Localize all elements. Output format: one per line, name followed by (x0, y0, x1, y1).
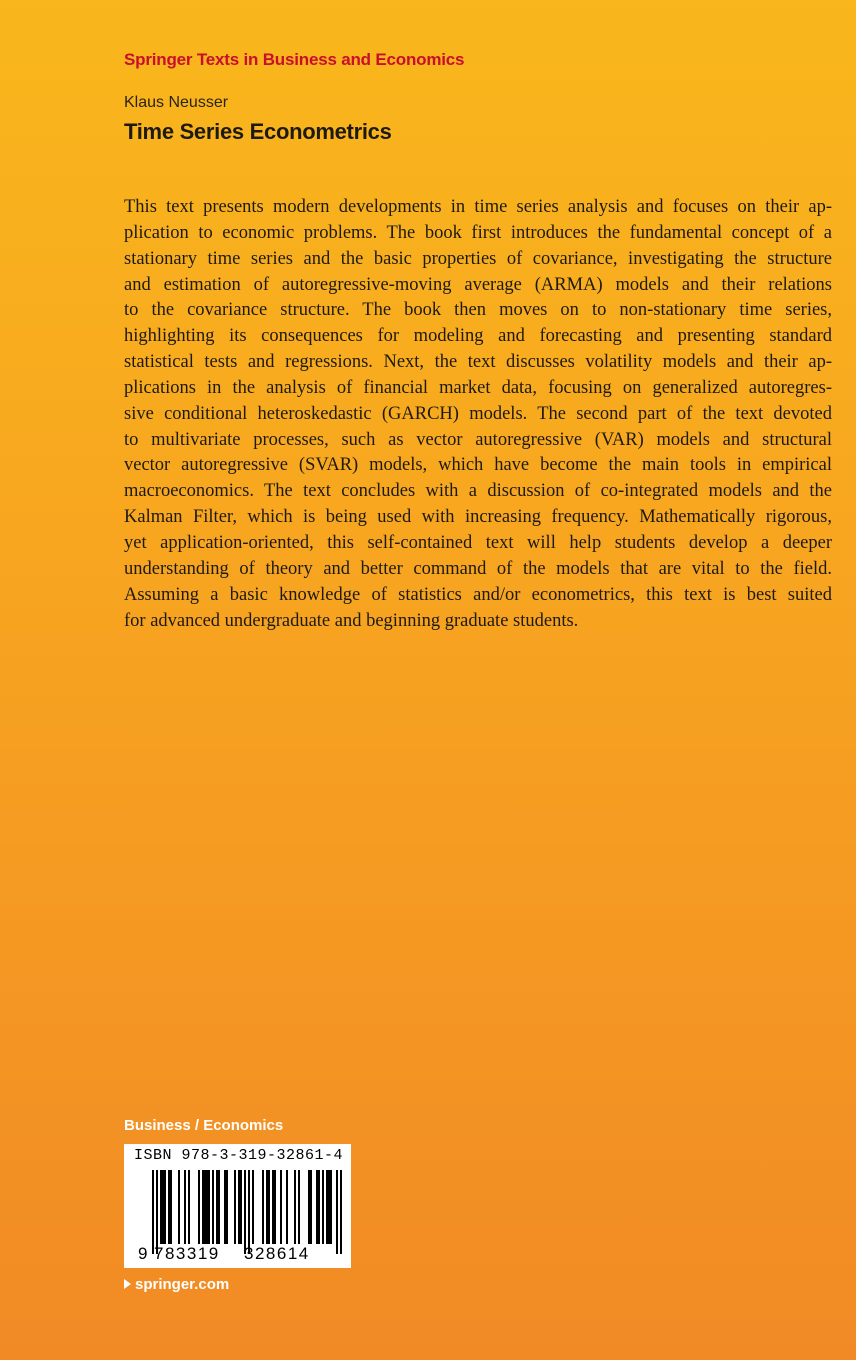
barcode-bar (252, 1170, 254, 1244)
barcode-bar (272, 1170, 274, 1244)
barcode-bar (162, 1170, 164, 1244)
barcode-bar (224, 1170, 226, 1244)
blurb-line: yet application-oriented, this self-contained text will help students develop a deeper (124, 532, 832, 553)
barcode-bar (160, 1170, 162, 1244)
barcode-bar (208, 1170, 210, 1244)
blurb-line: stationary time series and the basic properties of covariance, investigating the structure (124, 248, 832, 269)
series-title: Springer Texts in Business and Economics (124, 50, 465, 69)
barcode-bar (184, 1170, 186, 1244)
barcode-bar (168, 1170, 170, 1244)
arrow-right-icon (124, 1279, 131, 1289)
barcode-bar (240, 1170, 242, 1244)
barcode-bar (326, 1170, 328, 1244)
barcode-bar (202, 1170, 204, 1244)
author-name: Klaus Neusser (124, 94, 229, 111)
barcode-bar (152, 1170, 154, 1254)
blurb-line: to the covariance structure. The book then moves on to non-stationary time series, (124, 300, 832, 321)
subject-category: Business / Economics (124, 1117, 284, 1134)
barcode-bar (188, 1170, 190, 1244)
blurb-line: plications in the analysis of financial market data, focusing on generalized autoregres- (124, 377, 832, 398)
blurb-line: highlighting its consequences for modeling and forecasting and presenting standard (124, 326, 832, 347)
barcode-bar (248, 1170, 250, 1254)
barcode-bar (318, 1170, 320, 1244)
blurb-line: statistical tests and regressions. Next, the text discusses volatility models and their ap- (124, 352, 832, 373)
blurb-line: Assuming a basic knowledge of statistics and/or econometrics, this text is best suited (124, 584, 832, 605)
ean-left-group: 783319 (154, 1244, 220, 1263)
blurb-line: macroeconomics. The text concludes with a discussion of co-integrated models and the (124, 481, 832, 502)
barcode-bar (316, 1170, 318, 1244)
barcode-bar (274, 1170, 276, 1244)
barcode-bar (156, 1170, 158, 1254)
publisher-website[interactable] (124, 1276, 229, 1293)
barcode-bar (178, 1170, 180, 1244)
barcode-bar (204, 1170, 206, 1244)
isbn-label: ISBN 978-3-319-32861-4 (134, 1147, 344, 1164)
barcode-bar (198, 1170, 200, 1244)
barcode-bar (212, 1170, 214, 1244)
blurb-line: Kalman Filter, which is being used with increasing frequency. Mathematically rigorous, (124, 507, 832, 528)
barcode-bar (262, 1170, 264, 1244)
blurb-line: vector autoregressive (SVAR) models, which have become the main tools in empirical (124, 455, 832, 476)
blurb-line: to multivariate processes, such as vector autoregressive (VAR) models and structural (124, 429, 832, 450)
barcode-bar (322, 1170, 324, 1244)
barcode-bar (310, 1170, 312, 1244)
blurb-line: This text presents modern developments in time series analysis and focuses on their ap- (124, 197, 832, 217)
barcode-bar (238, 1170, 240, 1244)
barcode-bar (340, 1170, 342, 1254)
barcode-bar (216, 1170, 218, 1244)
ean-right-group: 328614 (244, 1244, 310, 1263)
barcode-bar (280, 1170, 282, 1244)
barcode-bar (336, 1170, 338, 1254)
barcode-bar (298, 1170, 300, 1244)
barcode-bar (226, 1170, 228, 1244)
back-cover-blurb (124, 195, 832, 634)
barcode-bar (234, 1170, 236, 1244)
ean-digits (124, 1244, 351, 1266)
blurb-line: for advanced undergraduate and beginning graduate students. (124, 610, 579, 631)
barcode-bar (164, 1170, 166, 1244)
blurb-line: understanding of theory and better command of the models that are vital to the field. (124, 558, 832, 579)
barcode-bar (294, 1170, 296, 1244)
book-title: Time Series Econometrics (124, 119, 392, 144)
barcode-bar (330, 1170, 332, 1244)
blurb-line: and estimation of autoregressive-moving average (ARMA) models and their relations (124, 274, 832, 295)
barcode-bar (268, 1170, 270, 1244)
isbn-barcode (124, 1144, 351, 1268)
barcode-bar (286, 1170, 288, 1244)
barcode-bar (218, 1170, 220, 1244)
barcode-bar (328, 1170, 330, 1244)
blurb-line: plication to economic problems. The book first introduces the fundamental concept of a (124, 222, 832, 243)
blurb-line: sive conditional heteroskedastic (GARCH) models. The second part of the text devoted (124, 403, 832, 424)
barcode-bar (308, 1170, 310, 1244)
barcode-bar (266, 1170, 268, 1244)
ean-first-digit: 9 (138, 1244, 148, 1263)
barcode-bar (244, 1170, 246, 1254)
barcode-bar (206, 1170, 208, 1244)
barcode-bar (170, 1170, 172, 1244)
website-label: springer.com (135, 1276, 230, 1293)
